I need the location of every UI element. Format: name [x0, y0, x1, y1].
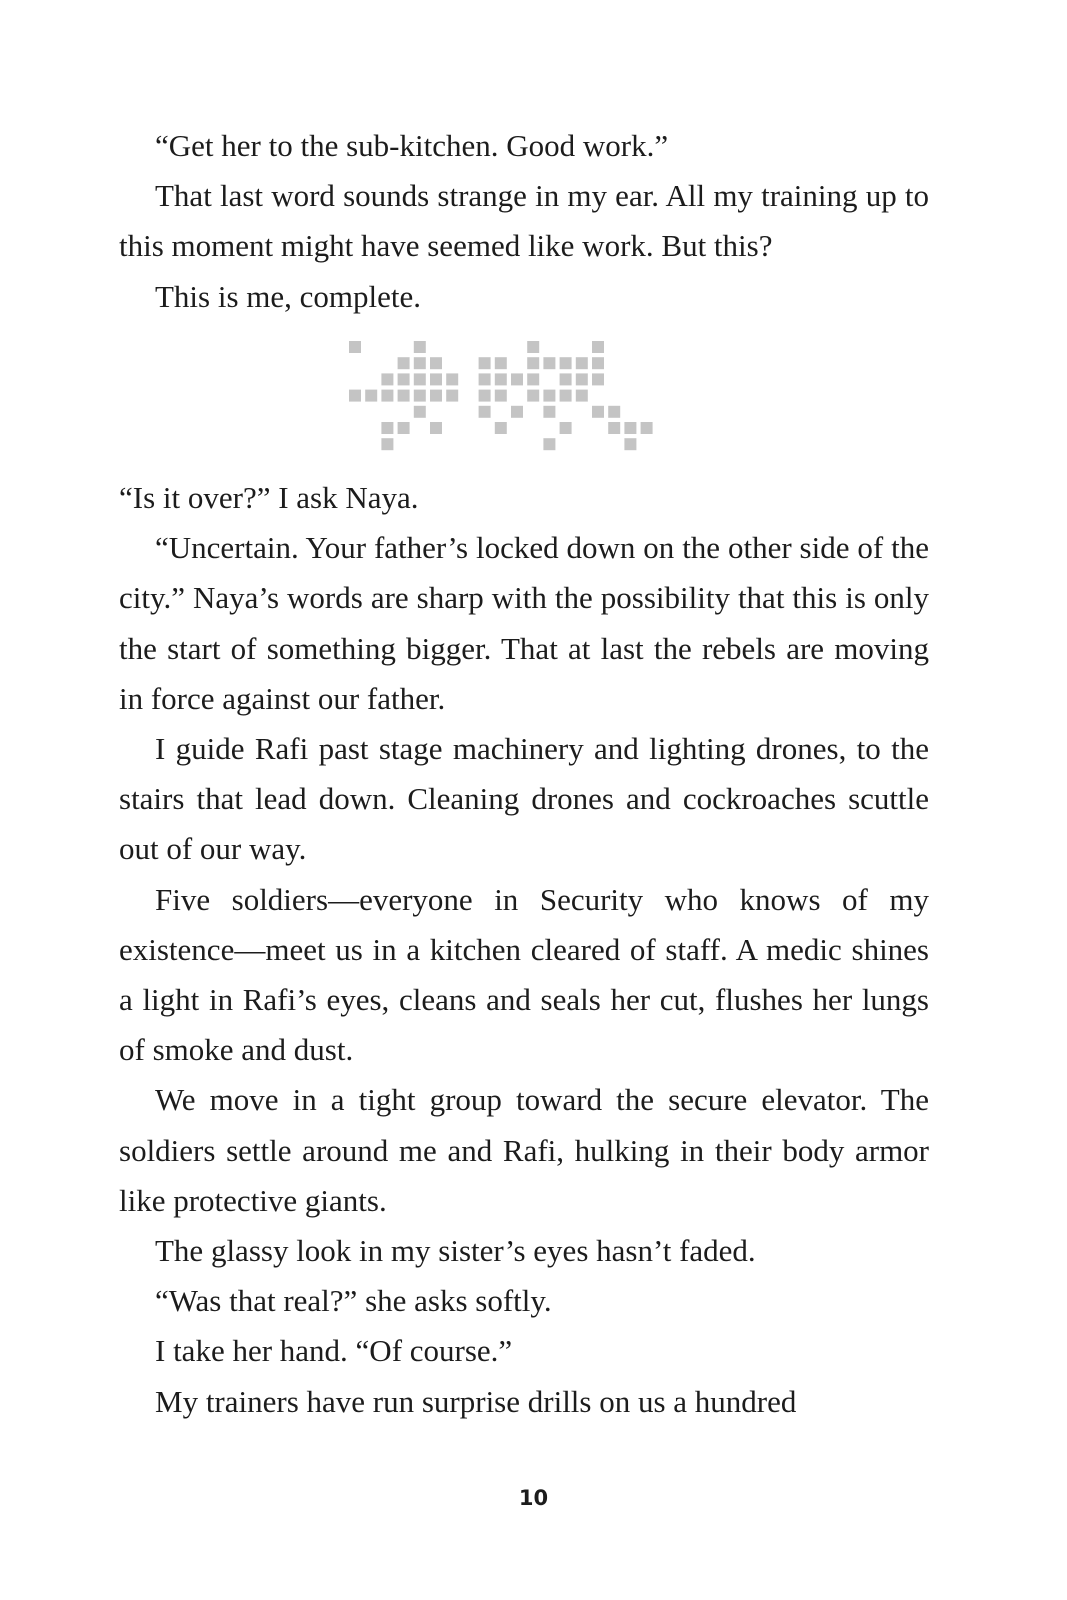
ornament-pixel	[381, 422, 393, 434]
ornament-pixel	[527, 390, 539, 402]
paragraph: Five soldiers—everyone in Security who knows of my existence—meet us in a kitchen cleared of staff. A medic shines a light in Rafi’s eyes, cleans and seals her cut, flushes her lungs of smoke and dust.	[119, 881, 929, 1068]
ornament-pixel	[398, 390, 410, 402]
paragraph: My trainers have run surprise drills on us a hundred	[155, 1383, 797, 1419]
paragraph: The glassy look in my sister’s eyes hasn’t faded.	[155, 1233, 756, 1269]
ornament-pixel	[398, 357, 410, 369]
ornament-pixel	[479, 406, 491, 418]
ornament-pixel	[349, 390, 361, 402]
ornament-pixel	[414, 341, 426, 353]
ornament-pixel	[624, 422, 636, 434]
ornament-pixel	[430, 422, 442, 434]
ornament-pixel	[592, 357, 604, 369]
ornament-pixel	[560, 357, 572, 369]
ornament-pixel	[381, 438, 393, 450]
paragraph: “Was that real?” she asks softly.	[155, 1283, 552, 1319]
ornament-pixel	[479, 373, 491, 385]
ornament-pixel	[381, 373, 393, 385]
paragraph: That last word sounds strange in my ear. All my training up to this moment might have seemed like work. But this?	[119, 178, 929, 264]
ornament-pixel	[349, 341, 361, 353]
ornament-pixel	[430, 390, 442, 402]
ornament-pixel	[592, 373, 604, 385]
ornament-pixel	[560, 422, 572, 434]
scene-break-ornament-icon	[348, 340, 688, 452]
ornament-pixel	[641, 422, 653, 434]
ornament-pixel	[479, 357, 491, 369]
ornament-pixel	[560, 390, 572, 402]
ornament-pixel	[495, 357, 507, 369]
ornament-pixel	[398, 373, 410, 385]
paragraph: “Is it over?” I ask Naya.	[119, 480, 419, 515]
ornament-pixel	[430, 357, 442, 369]
paragraph: I guide Rafi past stage machinery and lighting drones, to the stairs that lead down. Cleaning drones and cockroaches scuttle out of our way.	[119, 731, 929, 867]
ornament-pixel	[511, 373, 523, 385]
ornament-pixel	[511, 406, 523, 418]
ornament-pixel	[414, 406, 426, 418]
ornament-pixel	[527, 341, 539, 353]
ornament-pixel	[543, 438, 555, 450]
paragraph: This is me, complete.	[155, 278, 422, 314]
ornament-pixel	[414, 390, 426, 402]
ornament-pixel	[624, 438, 636, 450]
ornament-pixel	[414, 357, 426, 369]
ornament-pixel	[592, 341, 604, 353]
ornament-pixel	[543, 390, 555, 402]
ornament-pixel	[381, 390, 393, 402]
ornament-pixel	[543, 406, 555, 418]
ornament-pixel	[495, 373, 507, 385]
ornament-pixel	[608, 406, 620, 418]
ornament-pixel	[495, 390, 507, 402]
ornament-pixel	[576, 373, 588, 385]
ornament-pixel	[430, 373, 442, 385]
ornament-pixel	[414, 373, 426, 385]
ornament-pixel	[446, 390, 458, 402]
ornament-pixel	[608, 422, 620, 434]
ornament-pixel	[479, 390, 491, 402]
ornament-pixel	[560, 373, 572, 385]
ornament-pixel	[592, 406, 604, 418]
paragraph: “Uncertain. Your father’s locked down on the other side of the city.” Naya’s words are sharp with the possibility that this is only the start of something bigger. That at last the rebels are moving in force against our father.	[119, 530, 929, 716]
ornament-pixel	[527, 373, 539, 385]
paragraph: “Get her to the sub-kitchen. Good work.”	[155, 128, 669, 163]
page-number: 10	[518, 1486, 549, 1510]
ornament-pixel	[576, 390, 588, 402]
ornament-pixel	[446, 373, 458, 385]
text-block-main	[119, 473, 929, 1427]
ornament-pixel	[527, 357, 539, 369]
ornament-pixel	[495, 422, 507, 434]
ornament-pixel	[543, 357, 555, 369]
ornament-pixel	[398, 422, 410, 434]
ornament-pixel	[365, 390, 377, 402]
ornament-pixel	[576, 357, 588, 369]
text-block-top	[119, 121, 929, 322]
paragraph: We move in a tight group toward the secure elevator. The soldiers settle around me and Rafi, hulking in their body armor like protective giants.	[119, 1082, 929, 1218]
paragraph: I take her hand. “Of course.”	[155, 1333, 513, 1369]
